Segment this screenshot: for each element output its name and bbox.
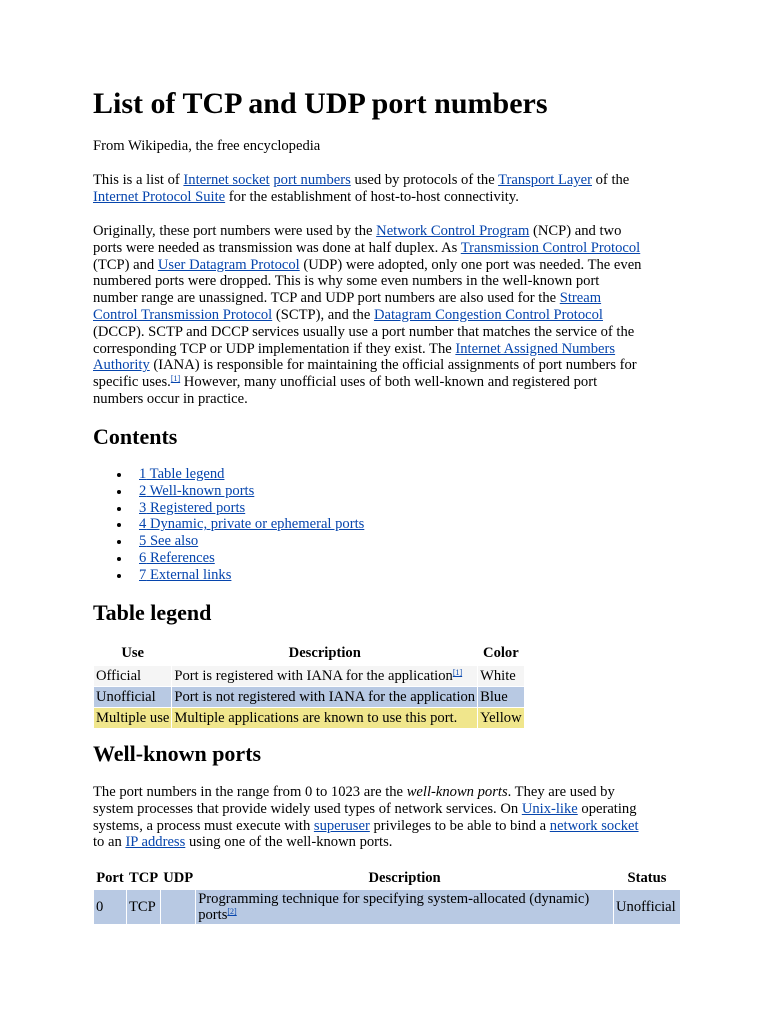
history-line [93,307,683,324]
toc-link-references[interactable] [139,550,215,566]
toc-link-dynamic-ports[interactable] [139,516,364,532]
bullet-icon [117,490,121,494]
toc-item [93,500,364,517]
wellknown-line [93,784,683,801]
link-internet-socket[interactable]: Internet socket [183,172,270,188]
cell-use: Official [94,666,171,686]
cell-color: Blue [478,687,524,707]
wellknown-text: The port numbers in the range from 0 to 1023 are the [93,784,407,800]
intro-text: for the establishment of host-to-host connectivity. [225,188,519,205]
description-text: Port is registered with IANA for the application [174,667,453,684]
history-text: number range are unassigned. TCP and UDP port numbers are also used for the [93,290,560,307]
history-line: numbered ports were dropped. This is why some even numbers in the well-known port [93,273,600,290]
link-unix-like[interactable]: Unix-like [521,800,578,817]
intro-text: This is a list of [93,172,184,188]
intro-paragraph [93,172,683,206]
intro-text: used by protocols of the [350,172,499,188]
table-row [94,708,524,728]
cell-description: Port is not registered with IANA for the application [172,687,477,707]
table-row [94,890,680,924]
link-dccp[interactable]: Datagram Congestion Control Protocol [373,306,603,323]
toc-number: 4 [139,516,147,533]
link-network-control-program[interactable]: Network Control Program [376,223,530,239]
table-header-row [94,867,680,889]
link-transport-layer[interactable]: Transport Layer [498,172,592,188]
toc-link-see-also[interactable] [139,533,198,549]
column-header-description: Description [368,869,441,886]
toc-link-well-known-ports[interactable] [139,483,254,499]
toc-link-external-links[interactable] [139,567,231,583]
intro-text: of the [591,172,630,188]
history-text: Originally, these port numbers were used by the [93,223,377,239]
link-port-numbers[interactable]: port numbers [273,172,351,188]
toc-number: 3 [139,499,147,516]
toc-label: Dynamic, private or ephemeral ports [146,516,365,533]
link-internet-protocol-suite[interactable]: Internet Protocol Suite [93,188,226,205]
cell-description [172,666,477,686]
column-header-tcp: TCP [129,869,159,886]
history-text: ports were needed as transmission was done at half duplex. As [93,239,461,256]
wellknown-text: operating [577,800,637,817]
column-header-color: Color [483,645,519,662]
toc-label: External links [146,566,232,583]
history-text: (UDP) were adopted, only one port was needed. The even [299,256,642,273]
cell-use: Unofficial [94,687,171,707]
bullet-icon [117,507,121,511]
cell-status: Unofficial [614,890,680,924]
toc-link-table-legend[interactable] [139,466,224,482]
contents-heading: Contents [93,424,178,449]
table-of-contents [93,466,364,584]
history-line: (DCCP). SCTP and DCCP services usually use a port number that matches the service of the [93,323,635,340]
legend-table [93,641,525,729]
link-ip-address[interactable]: IP address [125,834,186,851]
history-line [93,240,683,257]
link-network-socket[interactable]: network socket [549,817,639,834]
history-text: (SCTP), and the [272,306,374,323]
link-superuser[interactable]: superuser [313,817,370,834]
toc-item [93,533,364,550]
history-line [93,341,683,358]
toc-label: Table legend [146,466,225,482]
cell-port: 0 [94,890,126,924]
toc-number: 1 [139,466,147,482]
toc-item [93,483,364,500]
page-title: List of TCP and UDP port numbers [93,87,548,120]
link-sctp[interactable]: Stream [559,290,602,307]
toc-number: 5 [139,533,147,550]
history-text: corresponding TCP or UDP implementation if they exist. The [93,340,456,357]
wellknown-line [93,818,683,835]
history-line [93,223,683,240]
toc-item [93,567,364,584]
toc-item [93,550,364,567]
table-row [94,687,524,707]
wellknown-text: to an [93,834,126,851]
reference-link[interactable]: [2] [227,907,237,916]
wellknown-text: . They are used by [507,784,615,800]
wellknown-line [93,801,683,818]
wellknown-text: systems, a process must execute with [93,817,314,834]
toc-label: See also [146,533,199,550]
cell-description: Multiple applications are known to use this port. [172,708,477,728]
table-row [94,666,524,686]
toc-label: References [146,549,215,566]
history-line [93,290,683,307]
history-line: numbers occur in practice. [93,390,248,407]
bullet-icon [117,574,121,578]
column-header-udp: UDP [163,869,194,886]
intro-line-2 [93,189,683,206]
table-header-row [94,642,524,665]
toc-item [93,466,364,483]
link-tcp[interactable]: Transmission Control Protocol [460,239,641,256]
table-legend-heading: Table legend [93,600,212,625]
cell-use: Multiple use [94,708,171,728]
history-paragraph [93,223,683,408]
toc-label: Registered ports [146,499,246,516]
history-text: However, many unofficial uses of both well-known and registered port [180,374,598,391]
reference-link[interactable]: [1] [452,667,463,677]
link-iana[interactable]: Internet Assigned Numbers [455,340,616,357]
history-text: (TCP) and [93,256,158,273]
toc-number: 6 [139,549,147,566]
toc-number: 2 [139,482,147,499]
well-known-ports-heading: Well-known ports [93,741,262,766]
history-line [93,374,683,391]
link-iana[interactable]: Authority [93,357,150,374]
description-text: Programming technique for specifying system-allocated (dynamic) ports [198,891,590,923]
history-line [93,357,683,374]
toc-label: Well-known ports [146,482,255,499]
wellknown-text: using one of the well-known ports. [185,834,393,851]
cell-tcp: TCP [127,890,160,924]
well-known-paragraph [93,784,683,851]
cell-udp [161,890,195,924]
ports-table [93,866,681,925]
bullet-icon [117,540,121,544]
toc-item [93,516,364,533]
toc-number: 7 [139,566,147,583]
history-text: (NCP) and two [529,223,622,239]
toc-link-registered-ports[interactable] [139,500,245,516]
link-udp[interactable]: User Datagram Protocol [157,256,300,273]
cell-description [196,890,613,924]
link-sctp[interactable]: Control Transmission Protocol [93,306,273,323]
cell-color: White [478,666,524,686]
column-header-status: Status [627,869,667,886]
wellknown-emphasis: well-known ports [406,784,508,800]
history-text: (IANA) is responsible for maintaining the official assignments of port numbers for [149,357,637,374]
column-header-port: Port [96,869,124,886]
wellknown-text: privileges to be able to bind a [369,817,550,834]
wellknown-line [93,834,683,851]
wellknown-text: system processes that provide widely used types of network services. On [93,800,522,817]
cell-color: Yellow [478,708,524,728]
column-header-description: Description [288,645,361,662]
history-text: specific uses. [93,374,171,391]
reference-link[interactable]: [1] [170,374,181,384]
page-subtitle: From Wikipedia, the free encyclopedia [93,138,321,154]
bullet-icon [117,523,121,527]
bullet-icon [117,557,121,561]
column-header-use: Use [121,645,145,662]
history-line [93,257,683,274]
intro-line-1 [93,172,683,189]
bullet-icon [117,473,121,477]
